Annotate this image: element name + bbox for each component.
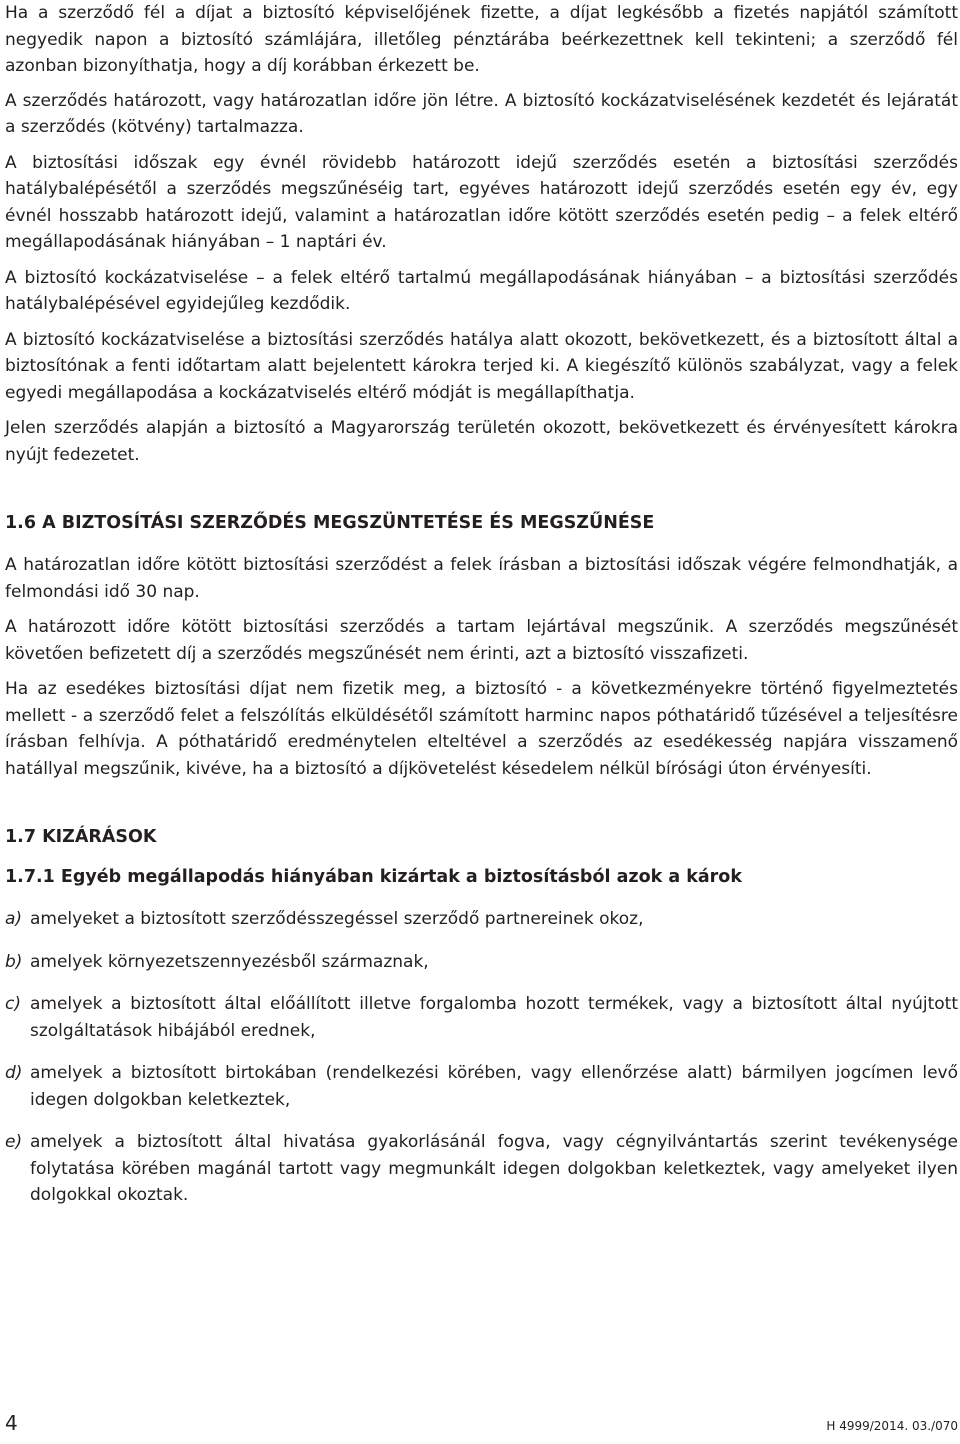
paragraph-insurance-period: A biztosítási időszak egy évnél rövidebb határozott idejű szerződés esetén a biztosítási szerződés hatálybalépésétől a szerződés megszűnéséig tart, egyéves határozott idejű szerződés esetén egy év, egy évnél hosszabb határozott idejű, valamint a határozatlan időre kötött szerződés esetén pedig – a felek eltérő megállapodásának hiányában – 1 naptári év. bbox=[5, 152, 958, 252]
list-item-text: amelyek a biztosított által előállított illetve forgalomba hozott termékek, vagy a biztosított által nyújtott szolgáltatások hibájából erednek, bbox=[30, 994, 958, 1041]
section-heading-exclusions: 1.7 KIZÁRÁSOK bbox=[5, 827, 157, 847]
paragraph-premium-payment: Ha a szerződő fél a díjat a biztosító képviselőjének fizette, a díjat legkésőbb a fizetés napjától számított negyedik napon a biztosító számlájára, illetőleg pénztárába beérkezettnek kell tekinteni; a szerződő fél azonban bizonyíthatja, hogy a díj korábban érkezett be. bbox=[5, 3, 958, 76]
page-footer bbox=[5, 1411, 958, 1437]
list-item-letter: c) bbox=[5, 994, 21, 1014]
list-item bbox=[5, 906, 958, 933]
list-item bbox=[5, 1129, 958, 1209]
list-item-letter: a) bbox=[5, 909, 23, 929]
paragraph-termination-indefinite: A határozatlan időre kötött biztosítási szerződést a felek írásban a biztosítási időszak végére felmondhatják, a felmondási idő 30 nap. bbox=[5, 555, 958, 602]
paragraph-termination-nonpayment: Ha az esedékes biztosítási díjat nem fizetik meg, a biztosító - a következményekre történő figyelmeztetés mellett - a szerződő felet a felszólítás elküldésétől számított harminc napos póthatáridő tűzésével a teljesítésre írásban felhívja. A póthatáridő eredménytelen elteltével a szerződés az esedékesség napjára visszamenő hatállyal megszűnik, kivéve, ha a biztosító a díjkövetelést késedelem nélkül bírósági úton érvényesíti. bbox=[5, 679, 958, 779]
paragraph-risk-coverage: A biztosító kockázatviselése a biztosítási szerződés hatálya alatt okozott, bekövetkezett, és a biztosított által a biztosítónak a fenti időtartam alatt bejelentett károkra terjed ki. A kiegészítő különös szabályzat, vagy a felek egyedi megállapodása a kockázatviselés eltérő módját is megállapíthatja. bbox=[5, 329, 958, 403]
document-code: H 4999/2014. 03./070 bbox=[826, 1419, 958, 1433]
section-heading-termination: 1.6 A BIZTOSÍTÁSI SZERZŐDÉS MEGSZÜNTETÉSE ÉS MEGSZŰNÉSE bbox=[5, 513, 655, 533]
list-item-letter: d) bbox=[5, 1063, 23, 1083]
paragraph-termination-definite: A határozott időre kötött biztosítási szerződés a tartam lejártával megszűnik. A szerződés megszűnését követően befizetett díj a szerződés megszűnését nem érinti, azt a biztosító visszafizeti. bbox=[5, 617, 958, 664]
paragraph-contract-duration: A szerződés határozott, vagy határozatlan időre jön létre. A biztosító kockázatviselésének kezdetét és lejáratát a szerződés (kötvény) tartalmazza. bbox=[5, 90, 958, 137]
list-item-text: amelyeket a biztosított szerződésszegéssel szerződő partnereinek okoz, bbox=[30, 909, 644, 929]
list-item bbox=[5, 949, 958, 976]
subsection-heading-exclusions: 1.7.1 Egyéb megállapodás hiányában kizártak a biztosításból azok a károk bbox=[5, 867, 742, 887]
list-item-text: amelyek a biztosított által hivatása gyakorlásánál fogva, vagy cégnyilvántartás szerint tevékenysége folytatása körében magánál tartott vagy megmunkált idegen dolgokban keletkeztek, vagy amelyeket ilyen dolgokkal okoztak. bbox=[30, 1132, 958, 1205]
list-item-letter: b) bbox=[5, 951, 23, 972]
page-number: 4 bbox=[5, 1411, 18, 1435]
document-page bbox=[5, 0, 958, 1225]
list-item bbox=[5, 1060, 958, 1113]
exclusions-list bbox=[5, 906, 958, 1209]
list-item bbox=[5, 991, 958, 1044]
list-item-text: amelyek a biztosított birtokában (rendelkezési körében, vagy ellenőrzése alatt) bármilyen jogcímen levő idegen dolgokban keletkeztek, bbox=[30, 1063, 958, 1110]
list-item-text: amelyek környezetszennyezésből származnak, bbox=[30, 951, 429, 972]
paragraph-territory: Jelen szerződés alapján a biztosító a Magyarország területén okozott, bekövetkezett és érvényesített károkra nyújt fedezetet. bbox=[5, 418, 958, 465]
list-item-letter: e) bbox=[5, 1132, 23, 1152]
paragraph-risk-start: A biztosító kockázatviselése – a felek eltérő tartalmú megállapodásának hiányában – a biztosítási szerződés hatálybalépésével egyidejűleg kezdődik. bbox=[5, 267, 958, 314]
